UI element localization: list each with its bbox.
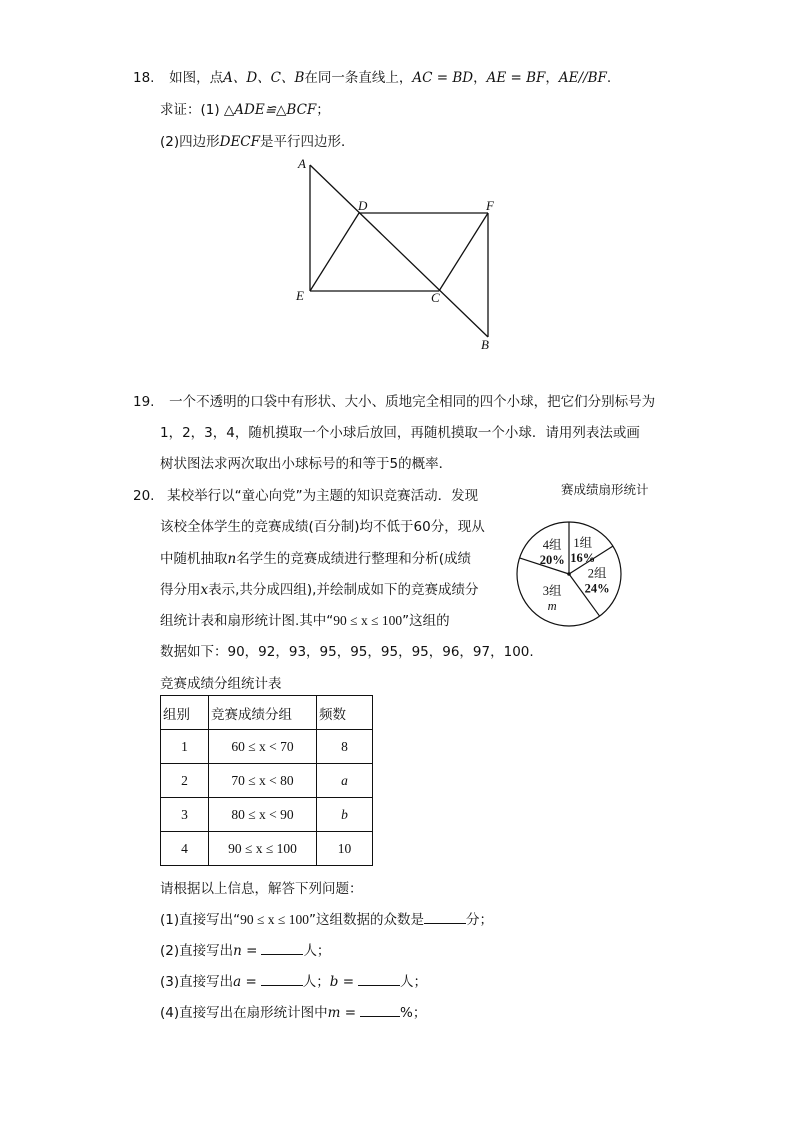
cell-group: 3 xyxy=(161,798,209,832)
cell-range: 60 ≤ x < 70 xyxy=(209,730,317,764)
table-row xyxy=(161,730,373,764)
header-group: 组别 xyxy=(161,696,209,730)
var-x: x xyxy=(200,582,209,598)
pie-slice-value: m xyxy=(547,599,557,614)
q18-geometry-figure xyxy=(290,150,510,355)
answer-blank-mode[interactable] xyxy=(424,909,466,924)
table-row xyxy=(161,798,373,832)
label-a: A xyxy=(298,156,306,171)
table-title: 竞赛成绩分组统计表 xyxy=(160,676,282,692)
q20-line2: 该校全体学生的竞赛成绩(百分制)均不低于60分，现从 xyxy=(160,519,485,535)
sub-question-1: (1)直接写出“90 ≤ x ≤ 100”这组数据的众数是 分； xyxy=(160,908,493,928)
sub-question-4: (4)直接写出在扇形统计图中m = %； xyxy=(160,1001,426,1021)
cell-freq: 10 xyxy=(317,832,373,866)
label-d: D xyxy=(358,198,368,213)
pie-slice-value: 16% xyxy=(570,550,596,565)
cell-range: 90 ≤ x ≤ 100 xyxy=(209,832,317,866)
table-row xyxy=(161,764,373,798)
pie-chart-title: 赛成绩扇形统计 xyxy=(561,482,649,497)
pie-slice-value: 20% xyxy=(539,552,565,567)
pie-slice-value: 24% xyxy=(584,581,610,596)
q20-line5: 组统计表和扇形统计图.其中“90 ≤ x ≤ 100”这组的 xyxy=(160,613,450,629)
q18-cond-parallel: AE//BF xyxy=(558,70,607,86)
answer-blank-n[interactable] xyxy=(261,940,303,955)
cell-range: 70 ≤ x < 80 xyxy=(209,764,317,798)
label-b: B xyxy=(481,337,489,352)
cell-group: 4 xyxy=(161,832,209,866)
header-range: 竞赛成绩分组 xyxy=(209,696,317,730)
label-e: E xyxy=(296,288,304,303)
q18-prove-label: 求证：(1) xyxy=(160,102,224,118)
pie-center xyxy=(567,572,571,576)
sub-question-2: (2)直接写出n = 人； xyxy=(160,939,330,959)
table-row xyxy=(161,832,373,866)
q18-intro: 如图，点 xyxy=(169,70,224,86)
q18-number: 18. xyxy=(133,70,155,86)
cell-freq: a xyxy=(317,764,373,798)
q20-line4: 得分用x表示,共分成四组),并绘制成如下的竞赛成绩分 xyxy=(160,582,479,598)
pie-slice-label: 1组 xyxy=(573,535,593,550)
answer-blank-b[interactable] xyxy=(358,971,400,986)
q19-line2: 1，2，3，4，随机摸取一个小球后放回，再随机摸取一个小球．请用列表法或画 xyxy=(160,425,640,441)
group-stats-table xyxy=(160,695,373,866)
q19-line3: 树状图法求两次取出小球标号的和等于5的概率． xyxy=(160,456,453,472)
label-c: C xyxy=(431,290,440,305)
segment-cf xyxy=(439,213,488,291)
segment-ed xyxy=(310,213,359,291)
label-f: F xyxy=(486,198,494,213)
q19-number: 19. xyxy=(133,394,155,410)
segment-ab xyxy=(310,165,488,337)
cell-freq: b xyxy=(317,798,373,832)
range-90-100: 90 ≤ x ≤ 100 xyxy=(333,613,403,628)
sub-question-3: (3)直接写出a = 人；b = 人； xyxy=(160,970,427,990)
cell-group: 1 xyxy=(161,730,209,764)
q20-line1 xyxy=(133,484,478,504)
pie-slice-label: 4组 xyxy=(542,537,562,552)
answer-blank-m[interactable] xyxy=(360,1002,400,1017)
header-freq: 频数 xyxy=(317,696,373,730)
answer-intro: 请根据以上信息，解答下列问题： xyxy=(160,881,363,897)
q18-part2-prefix: (2)四边形 xyxy=(160,134,220,150)
q18-on-line: 在同一条直线上， xyxy=(304,70,413,86)
pie-slice-label: 3组 xyxy=(542,584,562,599)
q18-part2-quad: DECF xyxy=(219,134,260,150)
cell-freq: 8 xyxy=(317,730,373,764)
q18-part2-suffix: 是平行四边形． xyxy=(260,134,355,150)
q18-points-list: A、D、C、B xyxy=(223,70,305,86)
q20-line6: 数据如下：90，92，93，95，95，95，95，96，97，100. xyxy=(160,644,534,660)
q18-prove-line: 求证：(1) △ADE≌△BCF； xyxy=(160,102,330,118)
q18-cond-ae-bf: AE = BF xyxy=(486,70,546,86)
pie-chart xyxy=(510,518,630,630)
answer-blank-a[interactable] xyxy=(261,971,303,986)
q18-part2-line xyxy=(160,130,355,150)
q19-line1 xyxy=(133,390,655,410)
pie-slice-label: 2组 xyxy=(587,566,607,581)
q19-text-1: 一个不透明的口袋中有形状、大小、质地完全相同的四个小球，把它们分别标号为 xyxy=(169,394,656,410)
cell-range: 80 ≤ x < 90 xyxy=(209,798,317,832)
var-n: n xyxy=(227,551,237,567)
q20-line3: 中随机抽取n名学生的竞赛成绩进行整理和分析(成绩 xyxy=(160,551,471,567)
q18-prove1: △ADE≌△BCF xyxy=(223,102,317,118)
cell-group: 2 xyxy=(161,764,209,798)
q20-text-1: 某校举行以“童心向党”为主题的知识竞赛活动．发现 xyxy=(167,488,479,504)
q18-cond-ac-bd: AC = BD xyxy=(412,70,474,86)
q18-line1: 18. 如图，点A、D、C、B在同一条直线上，AC = BD，AE = BF，AE//BF. xyxy=(133,70,612,86)
table-header-row xyxy=(161,696,373,730)
q20-number: 20. xyxy=(133,488,155,504)
